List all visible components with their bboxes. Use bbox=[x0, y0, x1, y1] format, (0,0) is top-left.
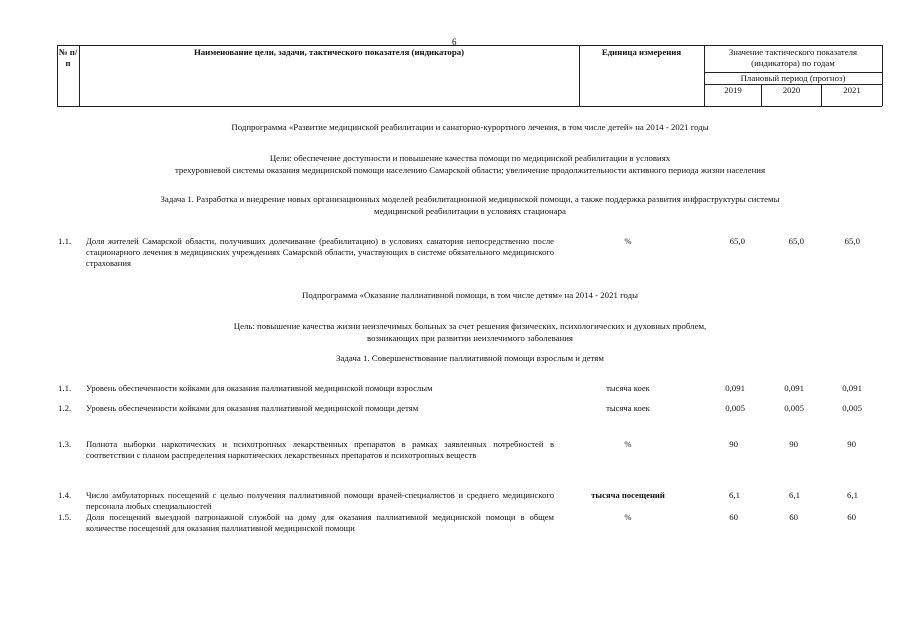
row-name: Число амбулаторных посещений с целью получения паллиативной помощи врачей-специалистов и среднего медицинского персонала любых специальностей bbox=[86, 490, 554, 511]
row-number: 1.2. bbox=[58, 403, 72, 413]
row-value-2020: 0,091 bbox=[784, 383, 804, 393]
row-name: Уровень обеспеченности койками для оказания паллиативной медицинской помощи взрослым bbox=[86, 383, 433, 393]
row-unit: % bbox=[624, 236, 632, 246]
row-value-2019: 65,0 bbox=[729, 236, 745, 246]
subprogram-2-task: Задача 1. Совершенствование паллиативной помощи взрослым и детям bbox=[336, 353, 604, 363]
row-value-2021: 0,005 bbox=[842, 403, 862, 413]
table-header bbox=[57, 45, 882, 107]
row-unit: % bbox=[624, 439, 632, 449]
row-value-2021: 65,0 bbox=[844, 236, 860, 246]
header-year-2019: 2019 bbox=[724, 85, 742, 95]
header-year-2020: 2020 bbox=[782, 85, 801, 95]
row-value-2021: 60 bbox=[847, 512, 856, 522]
subprogram-2-goal-line-2: возникающих при развитии неизлечимого заболевания bbox=[367, 333, 573, 343]
row-value-2021: 6,1 bbox=[847, 490, 858, 500]
row-value-2020: 60 bbox=[789, 512, 798, 522]
row-value-2021: 90 bbox=[847, 439, 856, 449]
subprogram-1-task-line-1: Задача 1. Разработка и внедрение новых организационных моделей реабилитационной медицинской помощи, а также поддержка развития инфраструктуры системы bbox=[160, 194, 780, 204]
row-name: Уровень обеспеченности койками для оказания паллиативной медицинской помощи детям bbox=[86, 403, 419, 413]
row-name: Полнота выборки наркотических и психотропных лекарственных препаратов в рамках заявленных потребностей в соответствии с планом распределения наркотических лекарственных препаратов и психотропных веществ bbox=[86, 439, 554, 460]
row-name: Доля жителей Самарской области, получивших долечивание (реабилитацию) в условиях санатория непосредственно после стационарного лечения в медицинских учреждениях Самарской области, участвующих в системе обязательного медицинского страхования bbox=[86, 236, 554, 268]
subprogram-1-goal-line-1: Цели: обеспечение доступности и повышение качества помощи по медицинской реабилитации в условиях bbox=[269, 153, 671, 163]
page-number: 6 bbox=[452, 37, 457, 47]
subprogram-2-goal-line-1: Цель: повышение качества жизни неизлечимых больных за счет решения физических, психологических и духовных проблем, bbox=[233, 321, 707, 331]
subprogram-1-title: Подпрограмма «Развитие медицинской реабилитации и санаторно-курортного лечения, в том числе детей» на 2014 - 2021 годы bbox=[231, 122, 709, 132]
row-value-2020: 6,1 bbox=[789, 490, 800, 500]
row-unit: % bbox=[624, 512, 632, 522]
row-unit: тысяча коек bbox=[606, 383, 650, 393]
row-value-2019: 0,005 bbox=[725, 403, 745, 413]
row-number: 1.3. bbox=[58, 439, 72, 449]
row-value-2019: 90 bbox=[729, 439, 738, 449]
row-unit: тысяча посещений bbox=[591, 490, 665, 500]
row-number: 1.5. bbox=[58, 512, 72, 522]
subprogram-1-goal-line-2: трехуровневой системы оказания медицинской помощи населению Самарской области; увеличение продолжительности активного периода жизни населения bbox=[174, 165, 766, 175]
row-value-2019: 0,091 bbox=[725, 383, 745, 393]
row-value-2020: 0,005 bbox=[784, 403, 804, 413]
row-name: Доля посещений выездной патронажной службой на дому для оказания паллиативной медицинской помощи в общем количестве посещений для оказания паллиативной медицинской помощи bbox=[86, 512, 554, 533]
row-value-2019: 6,1 bbox=[729, 490, 740, 500]
subprogram-1-task-line-2: медицинской реабилитации в условиях стационара bbox=[374, 206, 566, 216]
row-number: 1.4. bbox=[58, 490, 72, 500]
row-value-2020: 65,0 bbox=[788, 236, 804, 246]
header-unit: Единица измерения bbox=[601, 47, 682, 57]
header-period: Плановый период (прогноз) bbox=[740, 73, 846, 83]
header-value-title: Значение тактического показателя (индикатора) по годам bbox=[728, 47, 858, 68]
row-value-2020: 90 bbox=[789, 439, 798, 449]
header-name: Наименование цели, задачи, тактического показателя (индикатора) bbox=[193, 47, 465, 57]
row-number: 1.1. bbox=[58, 236, 72, 246]
subprogram-2-title: Подпрограмма «Оказание паллиативной помощи, в том числе детям» на 2014 - 2021 годы bbox=[302, 290, 638, 300]
row-value-2021: 0,091 bbox=[842, 383, 862, 393]
header-number: № п/п bbox=[58, 47, 78, 68]
row-unit: тысяча коек bbox=[606, 403, 650, 413]
row-value-2019: 60 bbox=[729, 512, 738, 522]
row-number: 1.1. bbox=[58, 383, 72, 393]
header-year-2021: 2021 bbox=[843, 85, 861, 95]
